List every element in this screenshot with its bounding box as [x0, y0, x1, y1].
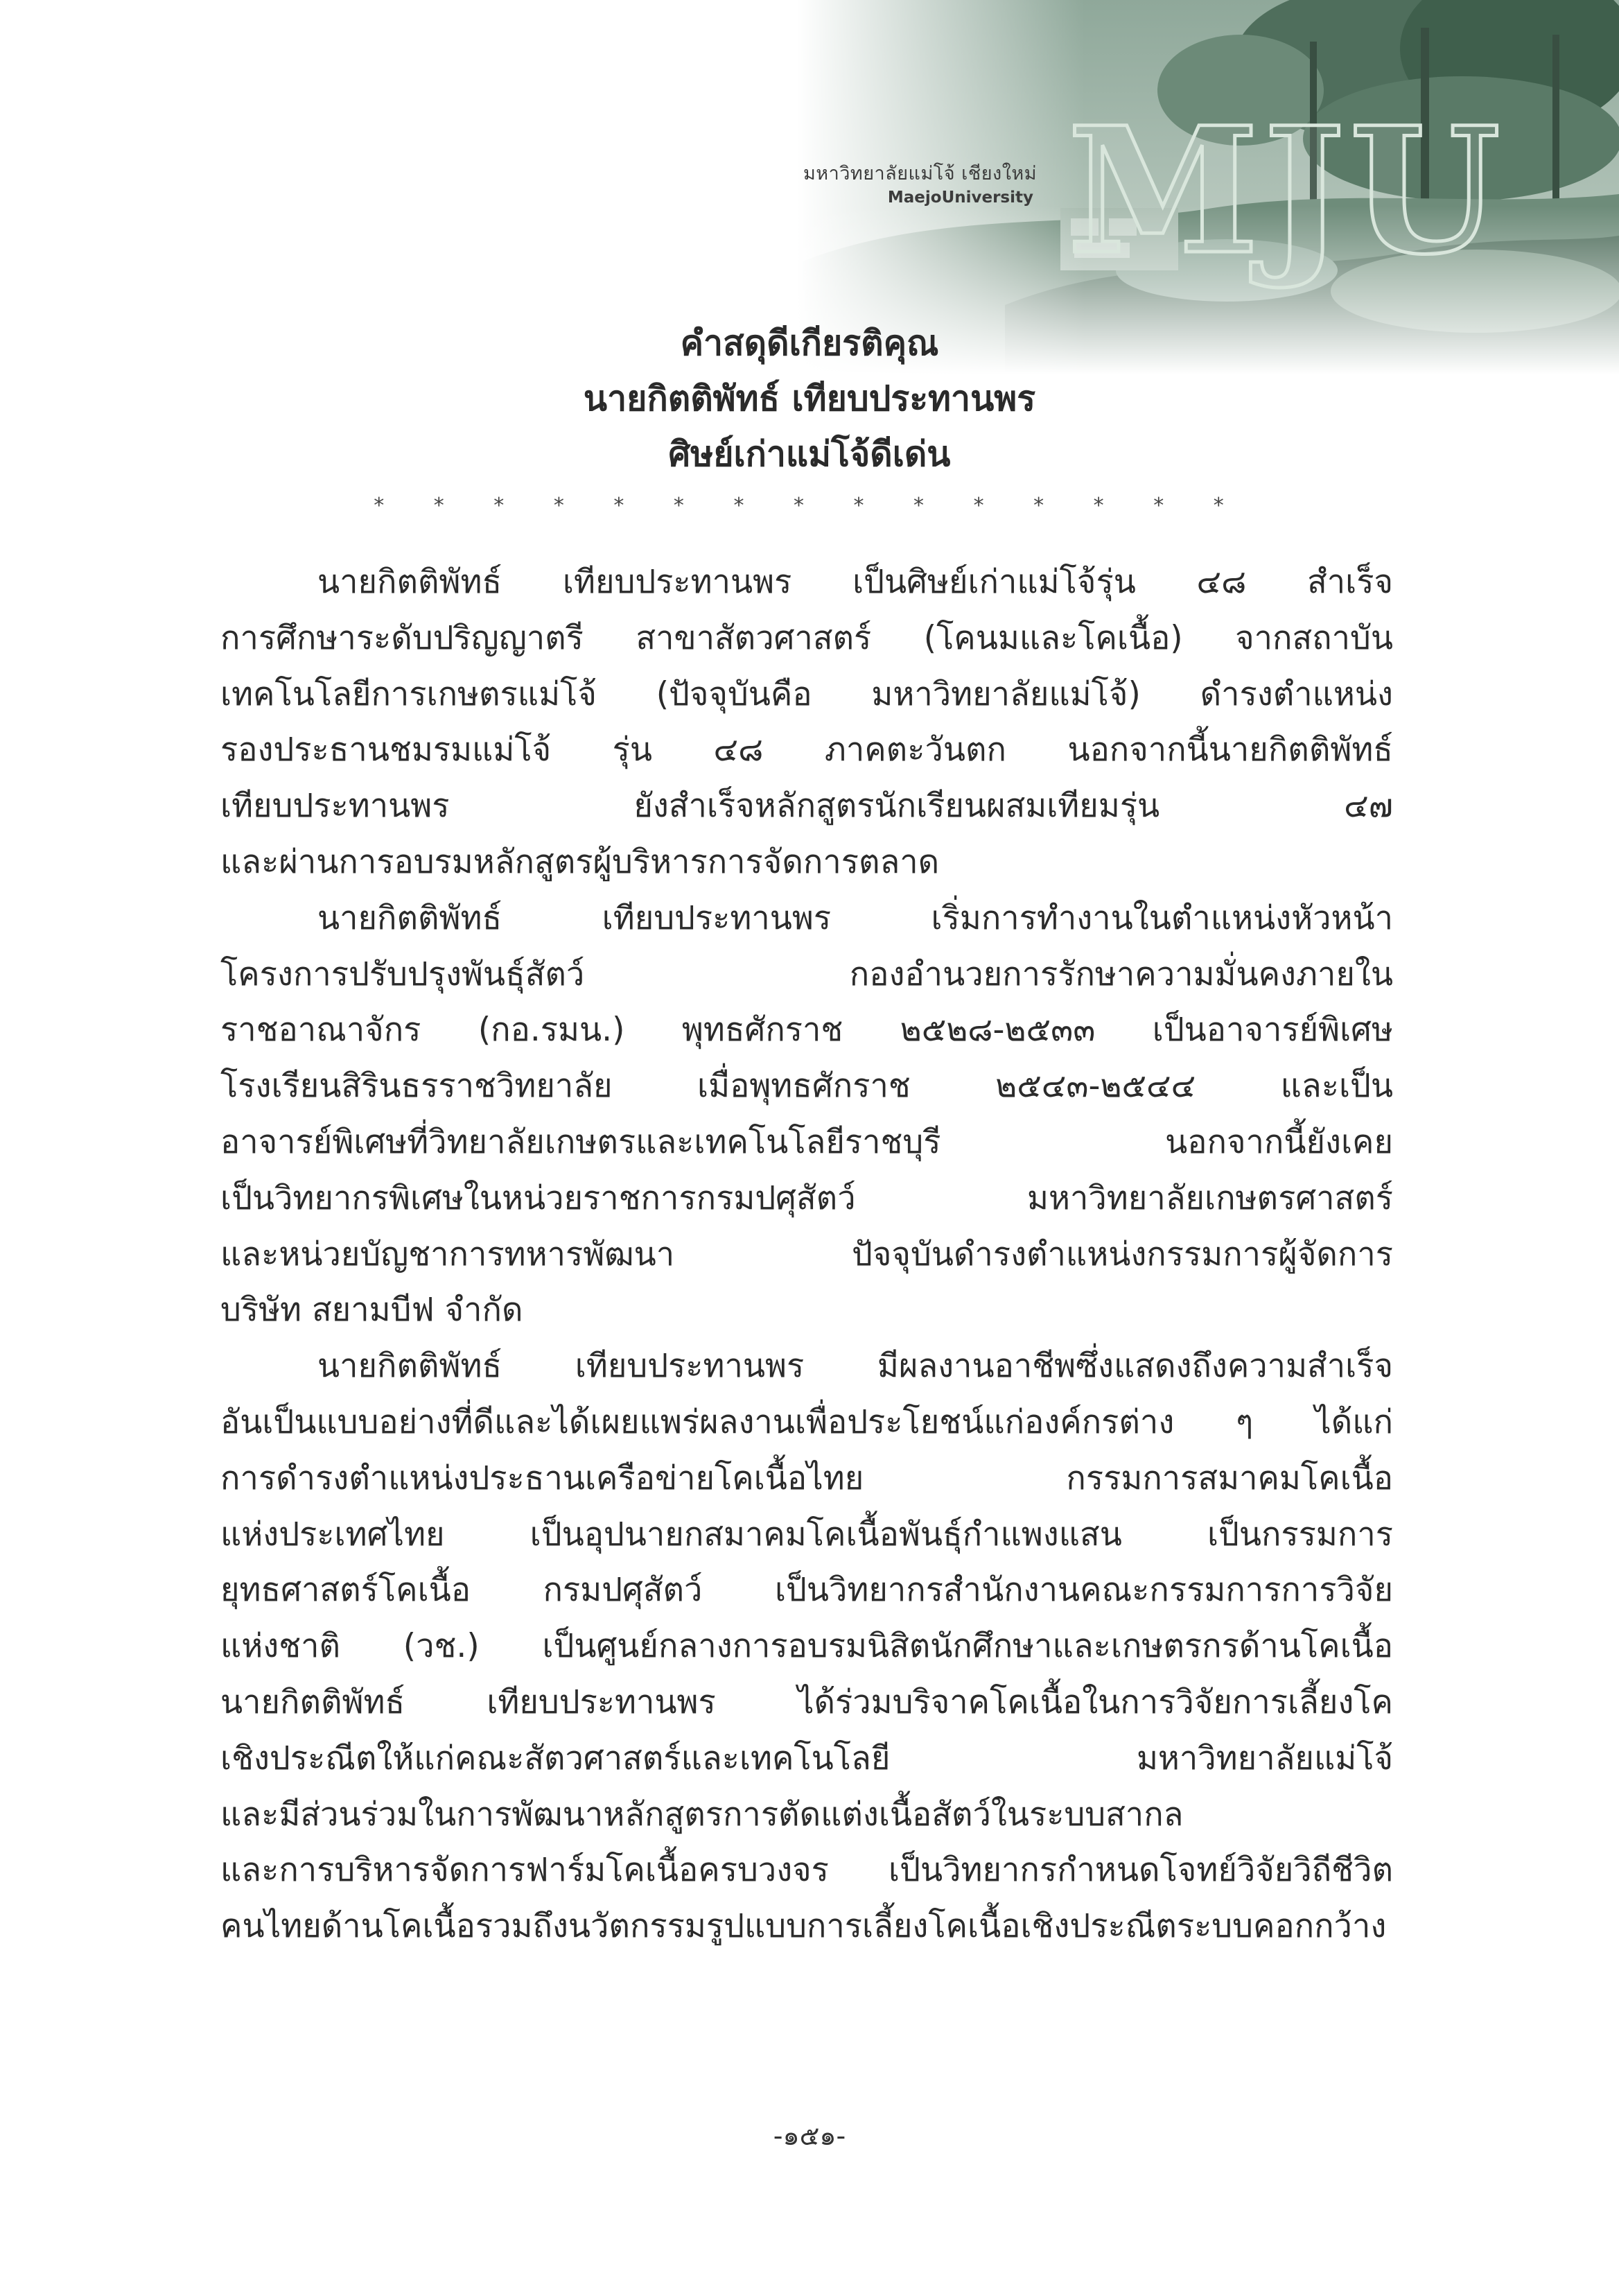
page-number: -๑๕๑-	[773, 2121, 846, 2151]
honoree-name: นายกิตติพัทธ์ เทียบประทานพร	[583, 379, 1036, 419]
paragraph-3-line: และมีส่วนร่วมในการพัฒนาหลักสูตรการตัดแต่งเนื้อสัตว์ในระบบสากล	[220, 1795, 1184, 1834]
paragraph-2-line: อาจารย์พิเศษที่วิทยาลัยเกษตรและเทคโนโลยีราชบุรี นอกจากนี้ยังเคย	[220, 1122, 1393, 1161]
paragraph-2-line: โรงเรียนสิรินธรราชวิทยาลัย เมื่อพุทธศักราช ๒๕๔๓-๒๕๔๔ และเป็น	[220, 1067, 1393, 1106]
title-block	[0, 315, 1619, 482]
star-divider: * * * * * * * * * * * * * * *	[374, 494, 1245, 518]
paragraph-3-line: คนไทยด้านโคเนื้อรวมถึงนวัตกรรมรูปแบบการเลี้ยงโคเนื้อเชิงประณีตระบบคอกกว้าง	[220, 1907, 1387, 1946]
university-name-thai: มหาวิทยาลัยแม่โจ้ เชียงใหม่	[803, 163, 1037, 184]
paragraph-2-line: ราชอาณาจักร (กอ.รมน.) พุทธศักราช ๒๕๒๘-๒๕๓๓ เป็นอาจารย์พิเศษ	[220, 1011, 1393, 1050]
paragraph-1-line: และผ่านการอบรมหลักสูตรผู้บริหารการจัดการตลาด	[220, 842, 940, 881]
paragraph-2-line: นายกิตติพัทธ์ เทียบประทานพร เริ่มการทำงานในตำแหน่งหัวหน้า	[317, 898, 1393, 937]
citation-body	[220, 555, 1393, 1955]
paragraph-3-line: ยุทธศาสตร์โคเนื้อ กรมปศุสัตว์ เป็นวิทยากรสำนักงานคณะกรรมการการวิจัย	[220, 1571, 1393, 1610]
university-name-english: MaejoUniversity	[887, 189, 1033, 207]
title-heading: คำสดุดีเกียรติคุณ	[680, 323, 939, 363]
paragraph-2-line: เป็นวิทยากรพิเศษในหน่วยราชการกรมปศุสัตว์ มหาวิทยาลัยเกษตรศาสตร์	[220, 1179, 1393, 1217]
paragraph-3-line: นายกิตติพัทธ์ เทียบประทานพร ได้ร่วมบริจาคโคเนื้อในการวิจัยการเลี้ยงโค	[220, 1682, 1393, 1721]
paragraph-3-line: นายกิตติพัทธ์ เทียบประทานพร มีผลงานอาชีพซึ่งแสดงถึงความสำเร็จ	[317, 1347, 1393, 1386]
paragraph-3-line: แห่งชาติ (วช.) เป็นศูนย์กลางการอบรมนิสิตนักศึกษาและเกษตรกรด้านโคเนื้อ	[220, 1627, 1393, 1666]
paragraph-2-line: โครงการปรับปรุงพันธุ์สัตว์ กองอำนวยการรักษาความมั่นคงภายใน	[220, 955, 1393, 993]
paragraph-1-line: เทคโนโลยีการเกษตรแม่โจ้ (ปัจจุบันคือ มหาวิทยาลัยแม่โจ้) ดำรงตำแหน่ง	[220, 675, 1393, 713]
paragraph-3-line: อันเป็นแบบอย่างที่ดีและได้เผยแพร่ผลงานเพื่อประโยชน์แก่องค์กรต่าง ๆ ได้แก่	[220, 1402, 1393, 1441]
award-title: ศิษย์เก่าแม่โจ้ดีเด่น	[668, 434, 951, 474]
paragraph-3-line: และการบริหารจัดการฟาร์มโคเนื้อครบวงจร เป็นวิทยากรกำหนดโจทย์วิจัยวิถีชีวิต	[220, 1851, 1393, 1890]
paragraph-1-line: เทียบประทานพร ยังสำเร็จหลักสูตรนักเรียนผสมเทียมรุ่น ๔๗	[220, 787, 1393, 826]
paragraph-2-line: บริษัท สยามบีฟ จำกัด	[220, 1291, 523, 1330]
paragraph-3-line: แห่งประเทศไทย เป็นอุปนายกสมาคมโคเนื้อพันธุ์กำแพงแสน เป็นกรรมการ	[220, 1515, 1393, 1554]
paragraph-3-line: เชิงประณีตให้แก่คณะสัตวศาสตร์และเทคโนโลยี มหาวิทยาลัยแม่โจ้	[220, 1739, 1393, 1777]
mju-logo-text: MJU	[1067, 89, 1505, 293]
paragraph-3-line: การดำรงตำแหน่งประธานเครือข่ายโคเนื้อไทย กรรมการสมาคมโคเนื้อ	[220, 1459, 1393, 1497]
paragraph-1-line: การศึกษาระดับปริญญาตรี สาขาสัตวศาสตร์ (โคนมและโคเนื้อ) จากสถาบัน	[220, 618, 1393, 657]
paragraph-1-line: รองประธานชมรมแม่โจ้ รุ่น ๔๘ ภาคตะวันตก นอกจากนี้นายกิตติพัทธ์	[220, 731, 1393, 769]
paragraph-1-line: นายกิตติพัทธ์ เทียบประทานพร เป็นศิษย์เก่าแม่โจ้รุ่น ๔๘ สำเร็จ	[317, 563, 1393, 601]
paragraph-2-line: และหน่วยบัญชาการทหารพัฒนา ปัจจุบันดำรงตำแหน่งกรรมการผู้จัดการ	[220, 1235, 1393, 1273]
